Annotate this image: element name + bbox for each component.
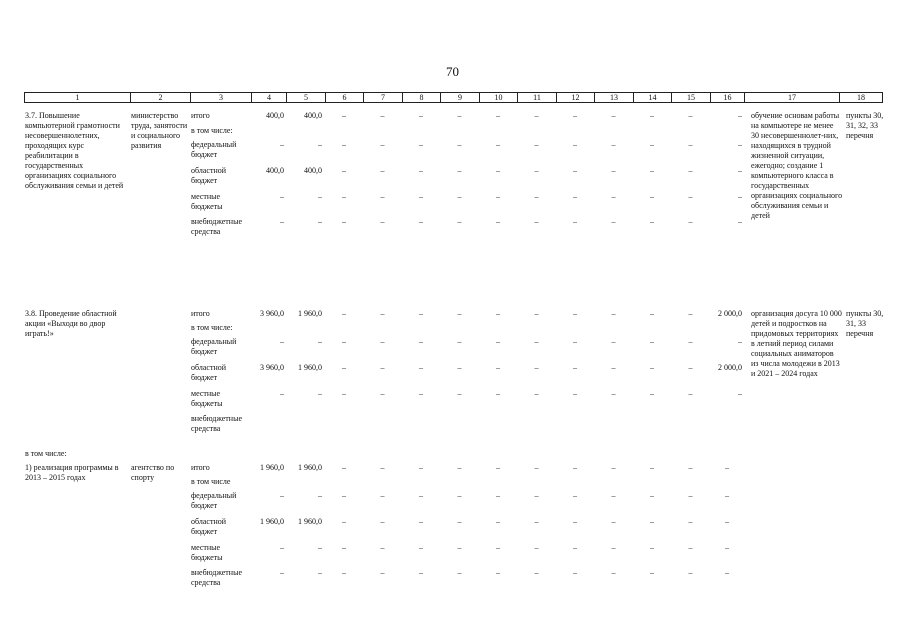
cell-col-16: – — [725, 517, 729, 526]
cell-col-12: – — [573, 166, 577, 175]
cell-col-14: – — [650, 337, 654, 346]
cell-col-12: – — [573, 568, 577, 577]
cell-col-5: – — [318, 568, 322, 577]
cell-col-11: – — [534, 491, 539, 500]
cell-col-7: – — [380, 389, 385, 398]
column-number-header — [24, 92, 883, 103]
cell-col-11: – — [534, 192, 539, 201]
cell-col-13: – — [611, 192, 616, 201]
cell-col-14: – — [650, 166, 654, 175]
cell-col-16: – — [738, 192, 742, 201]
cell-col-4: – — [280, 491, 284, 500]
cell-col-14: – — [650, 111, 654, 120]
cell-col-15: – — [688, 363, 693, 372]
cell-col-11: – — [534, 140, 539, 149]
cell-col-4: 1 960,0 — [260, 517, 284, 526]
header-cell: 16 — [711, 93, 745, 103]
cell-col-12: – — [573, 463, 577, 472]
cell-col-11: – — [534, 111, 539, 120]
cell-col-7: – — [380, 337, 385, 346]
cell-col-13: – — [611, 309, 616, 318]
cell-col-7: – — [380, 140, 385, 149]
cell-col-15: – — [688, 389, 693, 398]
cell-col-13: – — [611, 389, 616, 398]
cell-col-16: – — [725, 463, 729, 472]
cell-col-12: – — [573, 111, 577, 120]
cell-col-10: – — [496, 463, 500, 472]
cell-col-10: – — [496, 517, 500, 526]
header-cell: 1 — [25, 93, 131, 103]
cell-col-10: – — [496, 389, 500, 398]
cell-col-5: 1 960,0 — [298, 363, 322, 372]
row-line-label: областной бюджет — [191, 363, 227, 382]
cell-col-6: – — [342, 192, 346, 201]
row-line-label: местные бюджеты — [191, 192, 223, 211]
cell-col-9: – — [457, 166, 462, 175]
cell-col-12: – — [573, 309, 577, 318]
cell-col-16: 2 000,0 — [718, 309, 742, 318]
cell-col-10: – — [496, 568, 500, 577]
cell-col-12: – — [573, 389, 577, 398]
cell-col-10: – — [496, 217, 500, 226]
cell-col-16: – — [725, 543, 729, 552]
cell-col-15: – — [688, 463, 693, 472]
cell-col-16: – — [738, 217, 742, 226]
cell-col-12: – — [573, 217, 577, 226]
cell-col-9: – — [457, 111, 462, 120]
cell-col-13: – — [611, 111, 616, 120]
header-cell: 7 — [364, 93, 403, 103]
cell-col-7: – — [380, 491, 385, 500]
header-cell: 9 — [441, 93, 480, 103]
row-line-label: итого — [191, 111, 210, 120]
cell-col-14: – — [650, 543, 654, 552]
cell-col-16: – — [738, 111, 742, 120]
cell-col-6: – — [342, 517, 346, 526]
row-name: 3.7. Повышение компьютерной грамотности несовершеннолетних, проходящих курс реабилитации в государственных организациях социального обслуживания семьи и детей — [25, 111, 124, 190]
cell-col-5: – — [318, 491, 322, 500]
cell-col-5: 1 960,0 — [298, 309, 322, 318]
cell-col-7: – — [380, 166, 385, 175]
cell-col-11: – — [534, 543, 539, 552]
cell-col-11: – — [534, 389, 539, 398]
cell-col-15: – — [688, 192, 693, 201]
header-cell: 15 — [672, 93, 711, 103]
cell-col-12: – — [573, 491, 577, 500]
cell-col-13: – — [611, 166, 616, 175]
row-result: обучение основам работы на компьютере не менее 30 несовершеннолет-них, находящихся в трудной жизненной ситуации, ежегодно; создание 1 компьютерного класса в государственных организациях социального обслуживания семьи и детей — [751, 111, 843, 220]
cell-col-6: – — [342, 217, 346, 226]
cell-col-5: 1 960,0 — [298, 517, 322, 526]
cell-col-8: – — [419, 309, 423, 318]
cell-col-9: – — [457, 543, 462, 552]
cell-col-16: – — [738, 389, 742, 398]
row-line-label: в том числе: — [191, 126, 233, 135]
cell-col-7: – — [380, 517, 385, 526]
cell-col-4: – — [280, 389, 284, 398]
cell-col-8: – — [419, 111, 423, 120]
cell-col-8: – — [419, 337, 423, 346]
cell-col-9: – — [457, 337, 462, 346]
row-executor: министерство труда, занятости и социального развития — [131, 111, 188, 150]
header-cell: 10 — [480, 93, 518, 103]
row-line-label: итого — [191, 463, 210, 472]
header-cell: 13 — [595, 93, 634, 103]
cell-col-12: – — [573, 543, 577, 552]
cell-col-7: – — [380, 363, 385, 372]
cell-col-13: – — [611, 463, 616, 472]
cell-col-16: – — [725, 568, 729, 577]
cell-col-7: – — [380, 111, 385, 120]
cell-col-13: – — [611, 217, 616, 226]
header-row — [25, 93, 883, 103]
cell-col-4: – — [280, 217, 284, 226]
cell-col-4: – — [280, 337, 284, 346]
header-cell: 11 — [518, 93, 557, 103]
row-line-label: внебюджетные средства — [191, 414, 242, 433]
cell-col-14: – — [650, 192, 654, 201]
cell-col-6: – — [342, 389, 346, 398]
cell-col-4: – — [280, 568, 284, 577]
cell-col-5: – — [318, 192, 322, 201]
row-result: организация досуга 10 000 детей и подростков на придомовых территориях в летний период силами социальных аниматоров из числа молодежи в 2013 и 2021 – 2024 годах — [751, 309, 842, 378]
cell-col-15: – — [688, 517, 693, 526]
cell-col-8: – — [419, 543, 423, 552]
cell-col-10: – — [496, 140, 500, 149]
row-line-label: местные бюджеты — [191, 389, 223, 408]
row-line-label: в том числе: — [191, 323, 233, 332]
row-line-label: внебюджетные средства — [191, 217, 242, 236]
cell-col-7: – — [380, 568, 385, 577]
cell-col-11: – — [534, 217, 539, 226]
cell-col-6: – — [342, 140, 346, 149]
cell-col-13: – — [611, 517, 616, 526]
cell-col-7: – — [380, 192, 385, 201]
cell-col-13: – — [611, 140, 616, 149]
row-name: 1) реализация программы в 2013 – 2015 годах — [25, 463, 119, 482]
row-line-label: федеральный бюджет — [191, 491, 237, 510]
cell-col-9: – — [457, 463, 462, 472]
cell-col-10: – — [496, 491, 500, 500]
row-line-label: в том числе — [191, 477, 231, 486]
cell-col-5: – — [318, 217, 322, 226]
cell-col-13: – — [611, 568, 616, 577]
cell-col-16: – — [725, 491, 729, 500]
cell-col-14: – — [650, 140, 654, 149]
cell-col-8: – — [419, 491, 423, 500]
cell-col-13: – — [611, 491, 616, 500]
cell-col-10: – — [496, 192, 500, 201]
header-cell: 3 — [191, 93, 252, 103]
cell-col-13: – — [611, 543, 616, 552]
header-cell: 14 — [634, 93, 672, 103]
cell-col-6: – — [342, 543, 346, 552]
cell-col-5: – — [318, 389, 322, 398]
cell-col-4: 3 960,0 — [260, 309, 284, 318]
cell-col-11: – — [534, 337, 539, 346]
cell-col-9: – — [457, 491, 462, 500]
cell-col-14: – — [650, 363, 654, 372]
row-line-label: федеральный бюджет — [191, 140, 237, 159]
cell-col-5: – — [318, 140, 322, 149]
cell-col-6: – — [342, 111, 346, 120]
cell-col-8: – — [419, 568, 423, 577]
row-executor: агентство по спорту — [131, 463, 175, 482]
cell-col-16: 2 000,0 — [718, 363, 742, 372]
row-name: 3.8. Проведение областной акции «Выходи во двор играть!» — [25, 309, 117, 338]
header-cell: 17 — [745, 93, 840, 103]
row-points: пункты 30, 31, 33 перечня — [846, 309, 884, 338]
cell-col-14: – — [650, 463, 654, 472]
cell-col-7: – — [380, 217, 385, 226]
cell-col-4: – — [280, 543, 284, 552]
cell-col-8: – — [419, 389, 423, 398]
header-cell: 12 — [557, 93, 595, 103]
cell-col-11: – — [534, 517, 539, 526]
cell-col-6: – — [342, 363, 346, 372]
cell-col-8: – — [419, 166, 423, 175]
page-number: 70 — [446, 64, 459, 79]
cell-col-10: – — [496, 166, 500, 175]
cell-col-9: – — [457, 568, 462, 577]
cell-col-15: – — [688, 111, 693, 120]
cell-col-8: – — [419, 140, 423, 149]
cell-col-9: – — [457, 517, 462, 526]
header-cell: 8 — [403, 93, 441, 103]
header-cell: 4 — [252, 93, 287, 103]
cell-col-4: 400,0 — [266, 111, 284, 120]
cell-col-8: – — [419, 192, 423, 201]
header-cell: 2 — [131, 93, 191, 103]
cell-col-9: – — [457, 363, 462, 372]
cell-col-4: 400,0 — [266, 166, 284, 175]
cell-col-15: – — [688, 166, 693, 175]
cell-col-5: 400,0 — [304, 166, 322, 175]
cell-col-6: – — [342, 166, 346, 175]
cell-col-5: 400,0 — [304, 111, 322, 120]
cell-col-15: – — [688, 309, 693, 318]
cell-col-16: – — [738, 140, 742, 149]
cell-col-10: – — [496, 111, 500, 120]
cell-col-5: 1 960,0 — [298, 463, 322, 472]
cell-col-7: – — [380, 309, 385, 318]
cell-col-6: – — [342, 309, 346, 318]
cell-col-11: – — [534, 463, 539, 472]
header-cell: 6 — [326, 93, 364, 103]
cell-col-9: – — [457, 192, 462, 201]
cell-col-9: – — [457, 309, 462, 318]
cell-col-11: – — [534, 309, 539, 318]
cell-col-12: – — [573, 363, 577, 372]
cell-col-4: – — [280, 192, 284, 201]
cell-col-16: – — [738, 166, 742, 175]
cell-col-12: – — [573, 192, 577, 201]
row-line-label: итого — [191, 309, 210, 318]
cell-col-14: – — [650, 309, 654, 318]
cell-col-9: – — [457, 140, 462, 149]
cell-col-6: – — [342, 463, 346, 472]
cell-col-9: – — [457, 217, 462, 226]
cell-col-10: – — [496, 337, 500, 346]
cell-col-4: – — [280, 140, 284, 149]
cell-col-5: – — [318, 543, 322, 552]
cell-col-14: – — [650, 217, 654, 226]
cell-col-13: – — [611, 337, 616, 346]
row-line-label: федеральный бюджет — [191, 337, 237, 356]
row-line-label: областной бюджет — [191, 517, 227, 536]
cell-col-7: – — [380, 463, 385, 472]
cell-col-15: – — [688, 543, 693, 552]
cell-col-14: – — [650, 517, 654, 526]
row-line-label: внебюджетные средства — [191, 568, 242, 587]
cell-col-7: – — [380, 543, 385, 552]
cell-col-11: – — [534, 568, 539, 577]
cell-col-8: – — [419, 463, 423, 472]
cell-col-12: – — [573, 517, 577, 526]
cell-col-8: – — [419, 517, 423, 526]
cell-col-15: – — [688, 491, 693, 500]
cell-col-15: – — [688, 140, 693, 149]
cell-col-15: – — [688, 337, 693, 346]
cell-col-13: – — [611, 363, 616, 372]
cell-col-10: – — [496, 363, 500, 372]
header-cell: 5 — [287, 93, 326, 103]
cell-col-4: 1 960,0 — [260, 463, 284, 472]
cell-col-16: – — [738, 337, 742, 346]
cell-col-8: – — [419, 363, 423, 372]
cell-col-12: – — [573, 337, 577, 346]
cell-col-6: – — [342, 568, 346, 577]
cell-col-15: – — [688, 568, 693, 577]
cell-col-4: 3 960,0 — [260, 363, 284, 372]
cell-col-14: – — [650, 491, 654, 500]
row-line-label: областной бюджет — [191, 166, 227, 185]
cell-col-14: – — [650, 389, 654, 398]
sub-heading: в том числе: — [25, 449, 67, 458]
cell-col-14: – — [650, 568, 654, 577]
header-cell: 18 — [840, 93, 883, 103]
cell-col-8: – — [419, 217, 423, 226]
cell-col-6: – — [342, 337, 346, 346]
cell-col-11: – — [534, 363, 539, 372]
cell-col-10: – — [496, 543, 500, 552]
cell-col-12: – — [573, 140, 577, 149]
row-points: пункты 30, 31, 32, 33 перечня — [846, 111, 884, 140]
cell-col-6: – — [342, 491, 346, 500]
cell-col-5: – — [318, 337, 322, 346]
cell-col-15: – — [688, 217, 693, 226]
cell-col-11: – — [534, 166, 539, 175]
cell-col-10: – — [496, 309, 500, 318]
cell-col-9: – — [457, 389, 462, 398]
row-line-label: местные бюджеты — [191, 543, 223, 562]
